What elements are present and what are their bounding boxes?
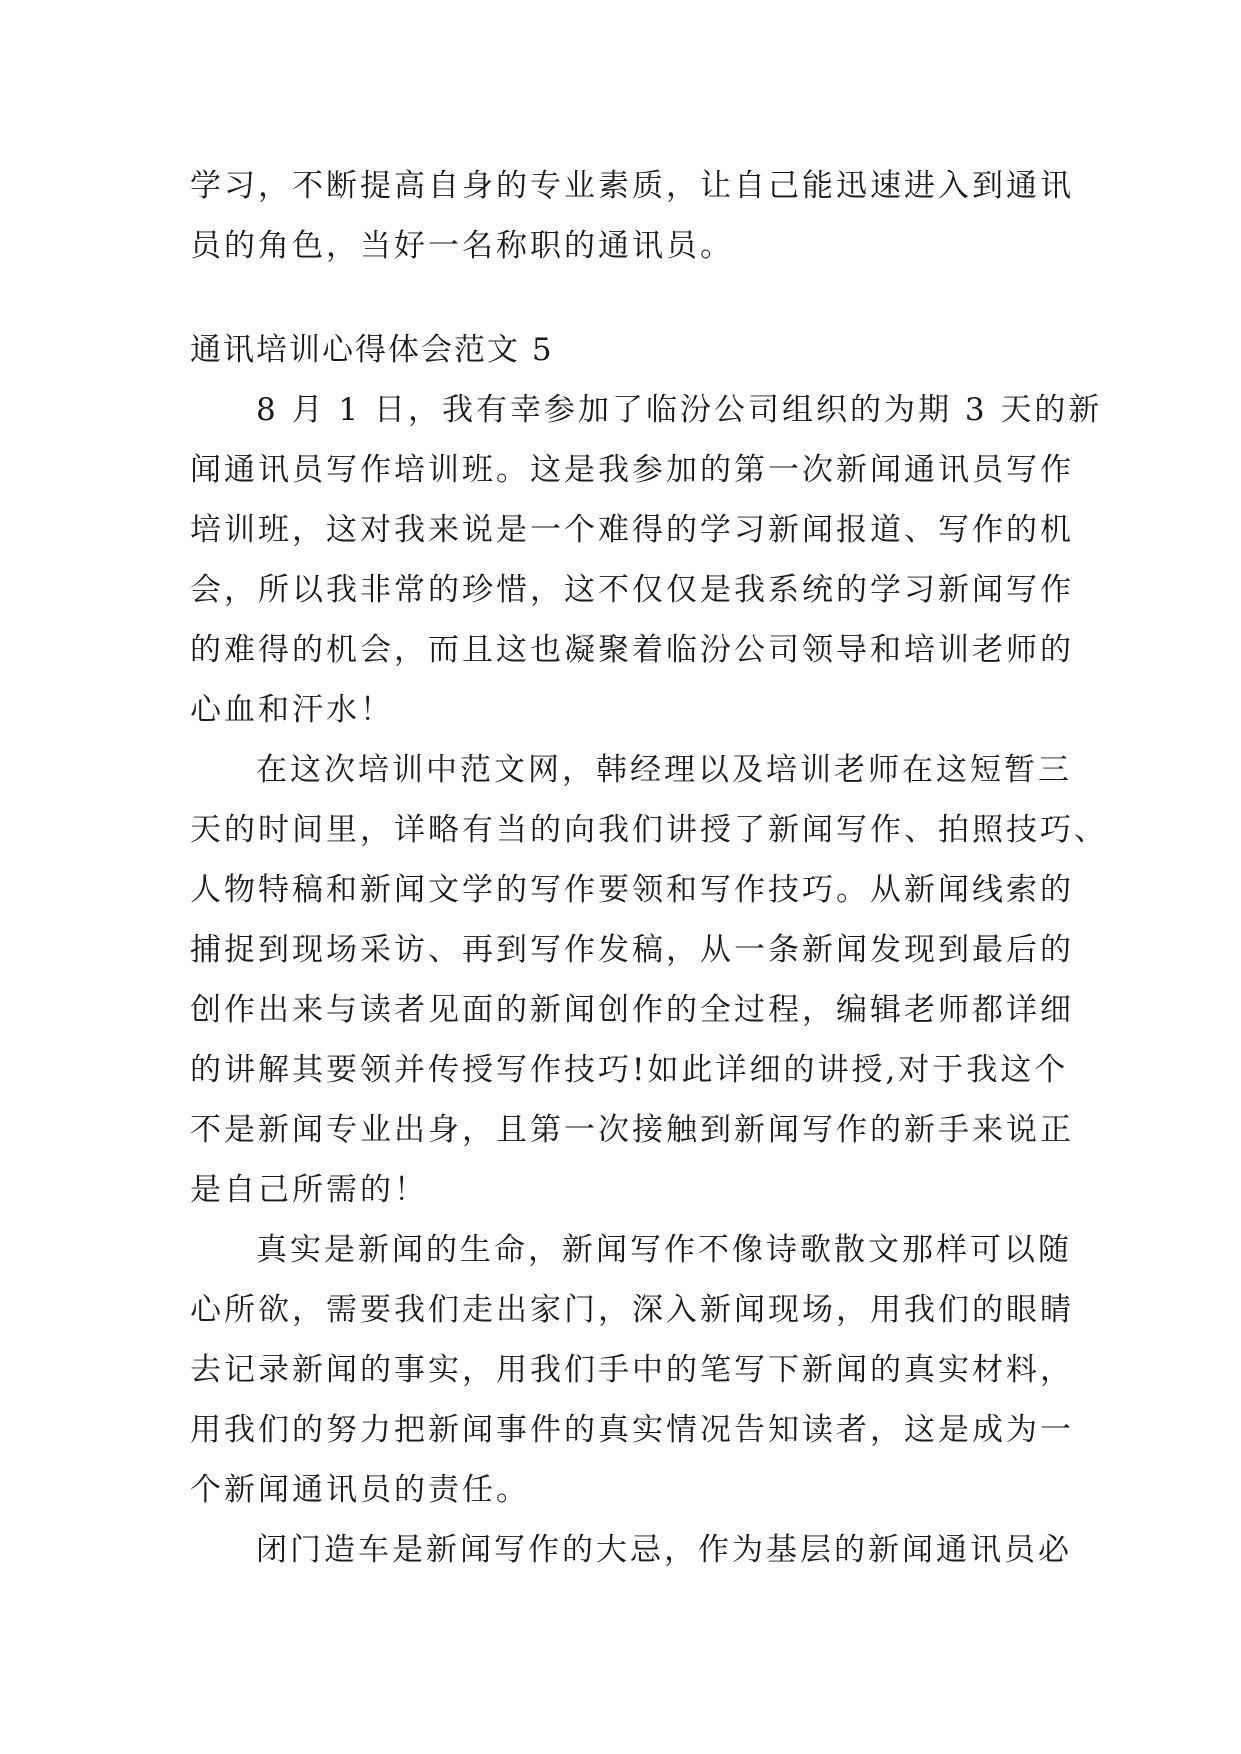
- text-line: 培训班，这对我来说是一个难得的学习新闻报道、写作的机: [190, 512, 1074, 548]
- text-line: 心血和汗水！: [190, 692, 394, 728]
- text-line: 8 月 1 日，我有幸参加了临汾公司组织的为期 3 天的新: [256, 392, 1103, 428]
- text-line: 人物特稿和新闻文学的写作要领和写作技巧。从新闻线索的: [190, 872, 1074, 908]
- text-line: 的讲解其要领并传授写作技巧!如此详细的讲授,对于我这个: [190, 1052, 1069, 1088]
- text-line: 创作出来与读者见面的新闻创作的全过程，编辑老师都详细: [190, 992, 1074, 1028]
- text-line: 用我们的努力把新闻事件的真实情况告知读者，这是成为一: [190, 1412, 1074, 1448]
- text-line: 真实是新闻的生命，新闻写作不像诗歌散文那样可以随: [256, 1232, 1072, 1268]
- section-heading: 通讯培训心得体会范文 5: [190, 332, 554, 368]
- text-line: 个新闻通讯员的责任。: [190, 1472, 530, 1508]
- paragraph-3: [190, 1220, 1074, 1520]
- paragraph-4: [190, 1520, 1072, 1580]
- text-line: 员的角色，当好一名称职的通讯员。: [190, 228, 734, 264]
- text-line: 去记录新闻的事实，用我们手中的笔写下新闻的真实材料，: [190, 1352, 1074, 1388]
- text-line: 捕捉到现场采访、再到写作发稿，从一条新闻发现到最后的: [190, 932, 1074, 968]
- text-line: 在这次培训中范文网，韩经理以及培训老师在这短暂三: [256, 752, 1072, 788]
- text-line: 会，所以我非常的珍惜，这不仅仅是我系统的学习新闻写作: [190, 572, 1074, 608]
- text-line: 闭门造车是新闻写作的大忌，作为基层的新闻通讯员必: [256, 1532, 1072, 1568]
- document-page: [190, 156, 1108, 1580]
- paragraph-1: [190, 380, 1103, 740]
- text-line: 不是新闻专业出身，且第一次接触到新闻写作的新手来说正: [190, 1112, 1074, 1148]
- text-line: 是自己所需的！: [190, 1172, 428, 1208]
- text-line: 闻通讯员写作培训班。这是我参加的第一次新闻通讯员写作: [190, 452, 1074, 488]
- paragraph-2: [190, 740, 1108, 1220]
- continuation-paragraph: [190, 156, 1074, 276]
- text-line: 的难得的机会，而且这也凝聚着临汾公司领导和培训老师的: [190, 632, 1074, 668]
- text-line: 学习，不断提高自身的专业素质，让自己能迅速进入到通讯: [190, 168, 1074, 204]
- text-line: 天的时间里，详略有当的向我们讲授了新闻写作、拍照技巧、: [190, 812, 1108, 848]
- text-line: 心所欲，需要我们走出家门，深入新闻现场，用我们的眼睛: [190, 1292, 1074, 1328]
